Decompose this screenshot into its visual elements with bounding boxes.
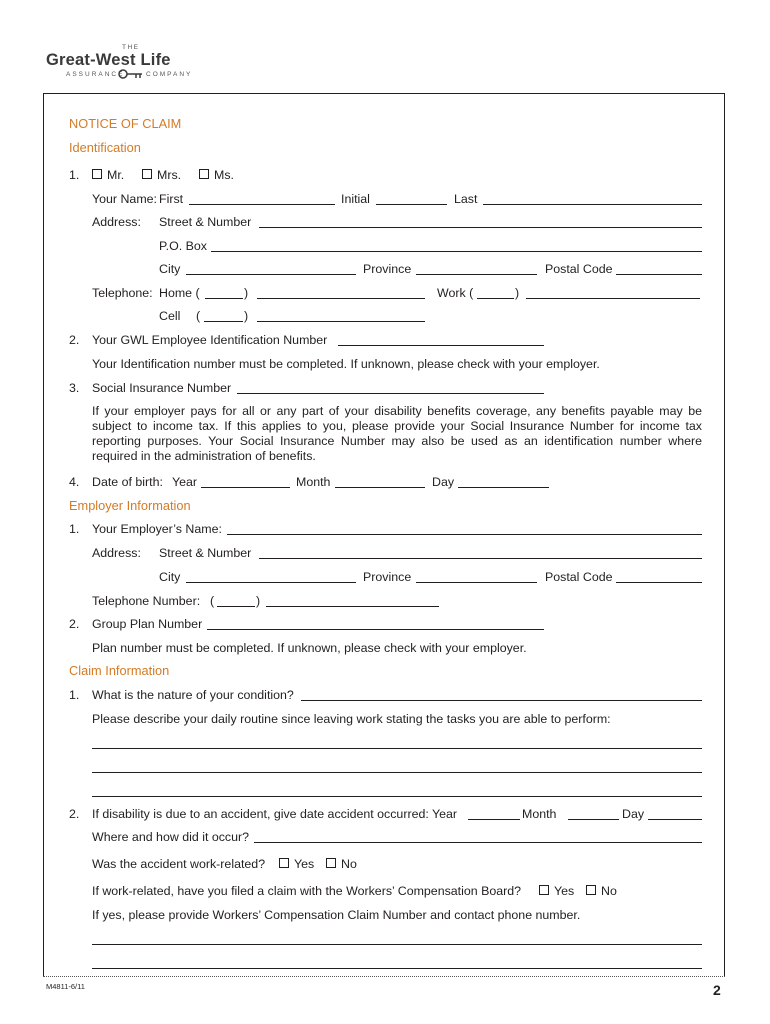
work-related-yes-checkbox[interactable] [279,858,289,868]
ms-label: Ms. [214,168,234,182]
routine-field-line-2[interactable] [92,772,702,773]
logo-company: COMPANY [146,71,193,78]
sin-field[interactable] [237,393,544,394]
condition-field[interactable] [301,700,702,701]
dob-month-label: Month [296,475,331,489]
form-title: NOTICE OF CLAIM [69,116,182,131]
question-number: 2. [69,333,80,347]
employer-telephone-label: Telephone Number: [92,594,201,608]
employer-phone-field[interactable] [266,606,439,607]
question-number: 1. [69,688,80,702]
wcb-number-label: If yes, please provide Workers’ Compensation Claim Number and contact phone number. [92,908,581,922]
question-number: 1. [69,522,80,536]
street-label: Street & Number [159,215,252,229]
accident-month-field[interactable] [568,819,619,820]
footer-rule [43,976,725,977]
last-name-field[interactable] [483,204,702,205]
employer-street-label: Street & Number [159,546,252,560]
home-area-code-field[interactable] [205,298,243,299]
city-field[interactable] [186,274,356,275]
logo-name: Great-West Life [46,51,171,69]
street-field[interactable] [259,227,702,228]
accident-year-field[interactable] [468,819,520,820]
work-phone-label: Work ( [437,286,474,300]
group-plan-label: Group Plan Number [92,617,203,631]
work-area-code-field[interactable] [477,298,514,299]
home-phone-label: Home ( [159,286,200,300]
employer-city-label: City [159,570,181,584]
form-code: M4811-6/11 [46,982,85,991]
accident-date-label: If disability is due to an accident, give date accident occurred: Year [92,807,458,821]
wcb-no-label: No [601,884,617,898]
wcb-number-field-line-1[interactable] [92,944,702,945]
initial-field[interactable] [376,204,447,205]
wcb-no-checkbox[interactable] [586,885,596,895]
wcb-yes-label: Yes [554,884,575,898]
routine-label: Please describe your daily routine since leaving work stating the tasks you are able to perform: [92,712,611,726]
home-phone-field[interactable] [257,298,425,299]
gwl-id-field[interactable] [338,345,544,346]
employer-province-label: Province [363,570,412,584]
employer-name-label: Your Employer’s Name: [92,522,222,536]
cell-phone-label: Cell [159,309,181,323]
question-number: 3. [69,381,80,395]
province-label: Province [363,262,412,276]
where-label: Where and how did it occur? [92,830,250,844]
employer-city-field[interactable] [186,582,356,583]
employer-address-label: Address: [92,546,141,560]
dob-year-field[interactable] [201,487,290,488]
condition-label: What is the nature of your condition? [92,688,294,702]
wcb-label: If work-related, have you filed a claim with the Workers’ Compensation Board? [92,884,522,898]
dob-day-field[interactable] [458,487,549,488]
group-plan-field[interactable] [207,629,544,630]
dob-month-field[interactable] [335,487,425,488]
employer-postal-code-label: Postal Code [545,570,613,584]
ms-checkbox[interactable] [199,169,209,179]
logo-assurance: ASSURANCE [66,71,125,78]
close-paren: ) [256,594,261,608]
routine-field-line-1[interactable] [92,748,702,749]
page-number: 2 [713,982,721,998]
po-box-label: P.O. Box [159,239,207,253]
routine-field-line-3[interactable] [92,796,702,797]
mrs-label: Mrs. [157,168,182,182]
cell-phone-field[interactable] [257,321,425,322]
mrs-checkbox[interactable] [142,169,152,179]
gwl-id-label: Your GWL Employee Identification Number [92,333,328,347]
work-related-no-checkbox[interactable] [326,858,336,868]
address-label: Address: [92,215,141,229]
question-number: 1. [69,168,80,182]
first-name-label: First [159,192,184,206]
accident-month-label: Month [522,807,557,821]
dob-label: Date of birth: [92,475,163,489]
key-icon [118,68,144,80]
dob-year-label: Year [172,475,198,489]
sin-label: Social Insurance Number [92,381,232,395]
last-name-label: Last [454,192,478,206]
close-paren: ) [244,309,249,323]
employer-street-field[interactable] [259,558,702,559]
your-name-label: Your Name: [92,192,157,206]
first-name-field[interactable] [189,204,335,205]
where-field[interactable] [254,842,702,843]
employer-province-field[interactable] [416,582,537,583]
question-number: 2. [69,617,80,631]
province-field[interactable] [416,274,537,275]
section-employer: Employer Information [69,498,191,513]
po-box-field[interactable] [211,251,702,252]
dob-day-label: Day [432,475,455,489]
wcb-number-field-line-2[interactable] [92,968,702,969]
initial-label: Initial [341,192,370,206]
wcb-yes-checkbox[interactable] [539,885,549,895]
mr-checkbox[interactable] [92,169,102,179]
work-related-no-label: No [341,857,357,871]
open-paren: ( [210,594,215,608]
section-identification: Identification [69,140,141,155]
accident-day-label: Day [622,807,645,821]
close-paren: ) [244,286,249,300]
city-label: City [159,262,181,276]
work-related-label: Was the accident work-related? [92,857,266,871]
open-paren: ( [196,309,201,323]
cell-area-code-field[interactable] [204,321,243,322]
question-number: 4. [69,475,80,489]
logo-the: THE [122,44,140,51]
close-paren: ) [515,286,520,300]
question-number: 2. [69,807,80,821]
id-note: Your Identification number must be completed. If unknown, please check with your employer. [92,357,600,371]
telephone-label: Telephone: [92,286,153,300]
sin-note: If your employer pays for all or any part of your disability benefits coverage, any benefits payable may be subject to income tax. If this applies to you, please provide your Social Insurance Number for income tax reporting purposes. Your Social Insurance Number may also be used as an identification number where required in the administration of benefits. [92,404,702,463]
mr-label: Mr. [107,168,125,182]
section-claim: Claim Information [69,663,170,678]
postal-code-field[interactable] [616,274,702,275]
postal-code-label: Postal Code [545,262,613,276]
employer-area-code-field[interactable] [217,606,255,607]
employer-name-field[interactable] [227,534,702,535]
plan-note: Plan number must be completed. If unknown, please check with your employer. [92,641,527,655]
accident-day-field[interactable] [648,819,702,820]
work-phone-field[interactable] [526,298,700,299]
work-related-yes-label: Yes [294,857,315,871]
employer-postal-code-field[interactable] [616,582,702,583]
